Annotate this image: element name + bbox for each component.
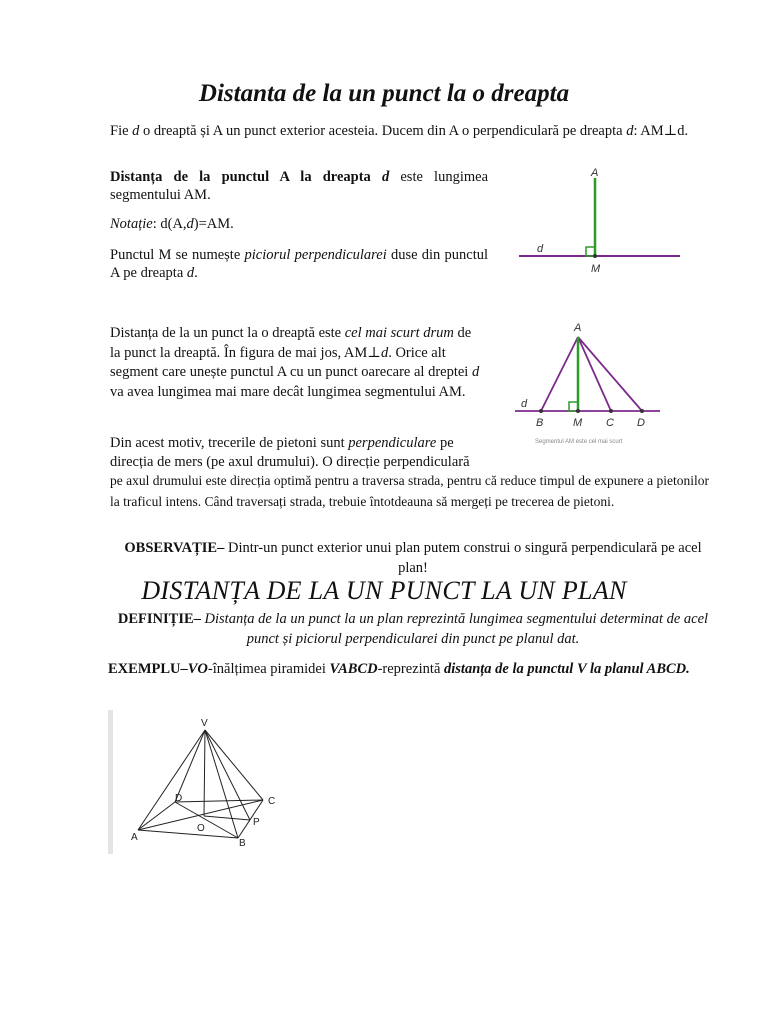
label-c: C — [606, 417, 614, 429]
intro-d: d — [132, 123, 140, 139]
crossing-paragraph-end: pe axul drumului este direcția optimă pentru a traversa strada, pentru că reduce timpul de expunere a pietonilor la traficul intens. Când traversați strada, trebuie întotdeauna să mergeți pe trecerea de pietoni. — [110, 473, 710, 509]
apothem-vp — [205, 730, 250, 820]
foot-text-a: Punctul M se numește — [110, 247, 241, 263]
shortest-text-a: Distanța de la un punct la o dreaptă este — [110, 325, 342, 341]
example-vo: VO — [187, 661, 208, 677]
observation-text: Dintr-un punct exterior unui plan putem construi o singură perpendiculară pe acel plan! — [227, 540, 702, 576]
foot-text-b: duse din punctul A pe dreapta — [110, 247, 489, 281]
definition-d: d — [381, 169, 390, 185]
crossing-paragraph-start — [110, 434, 482, 472]
notation-colon: : — [152, 216, 157, 232]
label-m: M — [591, 263, 601, 275]
label-d: D — [175, 793, 183, 804]
edge-ab — [138, 830, 238, 838]
notation-d: d — [186, 216, 194, 232]
label-a: A — [131, 832, 138, 843]
observation-paragraph — [110, 538, 716, 578]
point-c — [609, 409, 613, 413]
segment-ac — [578, 337, 611, 411]
label-a: A — [591, 167, 599, 179]
figure-caption: Segmentul AM este cel mai scurt — [535, 439, 623, 445]
label-d: d — [537, 243, 544, 255]
foot-text-c: . — [194, 265, 198, 281]
shortest-d2: d — [471, 364, 480, 380]
point-m — [593, 254, 597, 258]
definition-rest: este lungimea segmentului AM. — [110, 169, 489, 203]
plane-definition-paragraph — [108, 609, 718, 649]
example-vabcd: VABCD — [329, 661, 378, 677]
crossing-italic: perpendiculare — [348, 435, 437, 451]
intro-paragraph — [110, 122, 712, 140]
plane-definition-label: DEFINIȚIE– — [117, 611, 201, 627]
point-d — [640, 409, 644, 413]
notation-value-b: )=AM. — [193, 216, 234, 232]
label-v: V — [201, 718, 208, 729]
edge-va — [138, 730, 205, 830]
intro-text-b: o dreaptă și A un punct exterior acesteia. Ducem din A o perpendiculară pe dreapta — [143, 123, 623, 139]
section-heading: DISTANȚA DE LA UN PUNCT LA UN PLAN — [141, 576, 627, 605]
foot-italic: piciorul perpendicularei — [244, 247, 387, 263]
notation-value-a: d(A, — [160, 216, 187, 232]
edge-vd — [175, 730, 205, 802]
edge-cd — [175, 800, 263, 802]
intro-text-a: Fie — [110, 123, 129, 139]
intro-d2: d — [626, 123, 634, 139]
example-text-b: -reprezintă — [377, 661, 441, 677]
shortest-text-c: . Orice alt segment care unește punctul A cu un punct oarecare al dreptei — [110, 344, 469, 380]
height-vo — [204, 730, 205, 816]
point-b — [539, 409, 543, 413]
shortest-text-e: va avea lungimea mai mare decât lungimea segmentului AM. — [110, 383, 466, 400]
segment-ab — [541, 337, 578, 411]
page-title: Distanta de la un punct la o dreapta — [198, 80, 570, 107]
shortest-paragraph — [110, 324, 482, 402]
label-a: A — [574, 322, 582, 334]
point-m — [576, 409, 580, 413]
example-bold-end: distanța de la punctul V la planul ABCD. — [444, 661, 690, 677]
label-b: B — [536, 417, 544, 429]
notation-paragraph — [110, 215, 488, 233]
figure-pyramid — [113, 710, 288, 854]
intro-text-c: : — [633, 123, 638, 139]
example-text-a: -înălțimea piramidei — [207, 661, 326, 677]
shortest-text-b: de la punct la dreaptă. În figura de mai jos, AM⊥ — [110, 325, 472, 361]
label-b: B — [239, 838, 246, 849]
example-label: EXEMPLU– — [108, 661, 188, 677]
edge-vc — [205, 730, 263, 800]
crossing-text-b: pe direcția de mers (pe axul drumului). O direcție perpendiculară — [110, 435, 470, 470]
label-d: d — [521, 398, 528, 410]
label-d-point: D — [637, 417, 645, 429]
label-c: C — [268, 796, 276, 807]
foot-paragraph — [110, 246, 488, 282]
crossing-text-a: Din acest motiv, trecerile de pietoni sunt — [110, 435, 345, 451]
shortest-italic: cel mai scurt drum — [344, 325, 454, 341]
shortest-d1: d — [380, 344, 389, 361]
intro-line2: AM⊥d. — [640, 123, 689, 139]
definition-bold: Distanța de la punctul A la dreapta — [110, 169, 371, 185]
observation-label: OBSERVAȚIE– — [124, 540, 225, 556]
label-m: M — [573, 417, 583, 429]
label-o: O — [197, 823, 205, 834]
example-paragraph — [108, 660, 708, 679]
plane-definition-text: Distanța de la un punct la un plan reprezintă lungimea segmentului determinat de acel punct și piciorul perpendicularei din punct pe planul dat. — [204, 611, 709, 647]
figure-oblique-segments — [505, 315, 685, 447]
foot-d: d — [186, 265, 195, 281]
segment-op — [204, 816, 250, 820]
definition-paragraph — [110, 168, 488, 204]
label-p: P — [253, 817, 260, 828]
figure-perpendicular — [505, 160, 685, 285]
segment-ad — [578, 337, 642, 411]
notation-label: Notație — [110, 216, 153, 232]
